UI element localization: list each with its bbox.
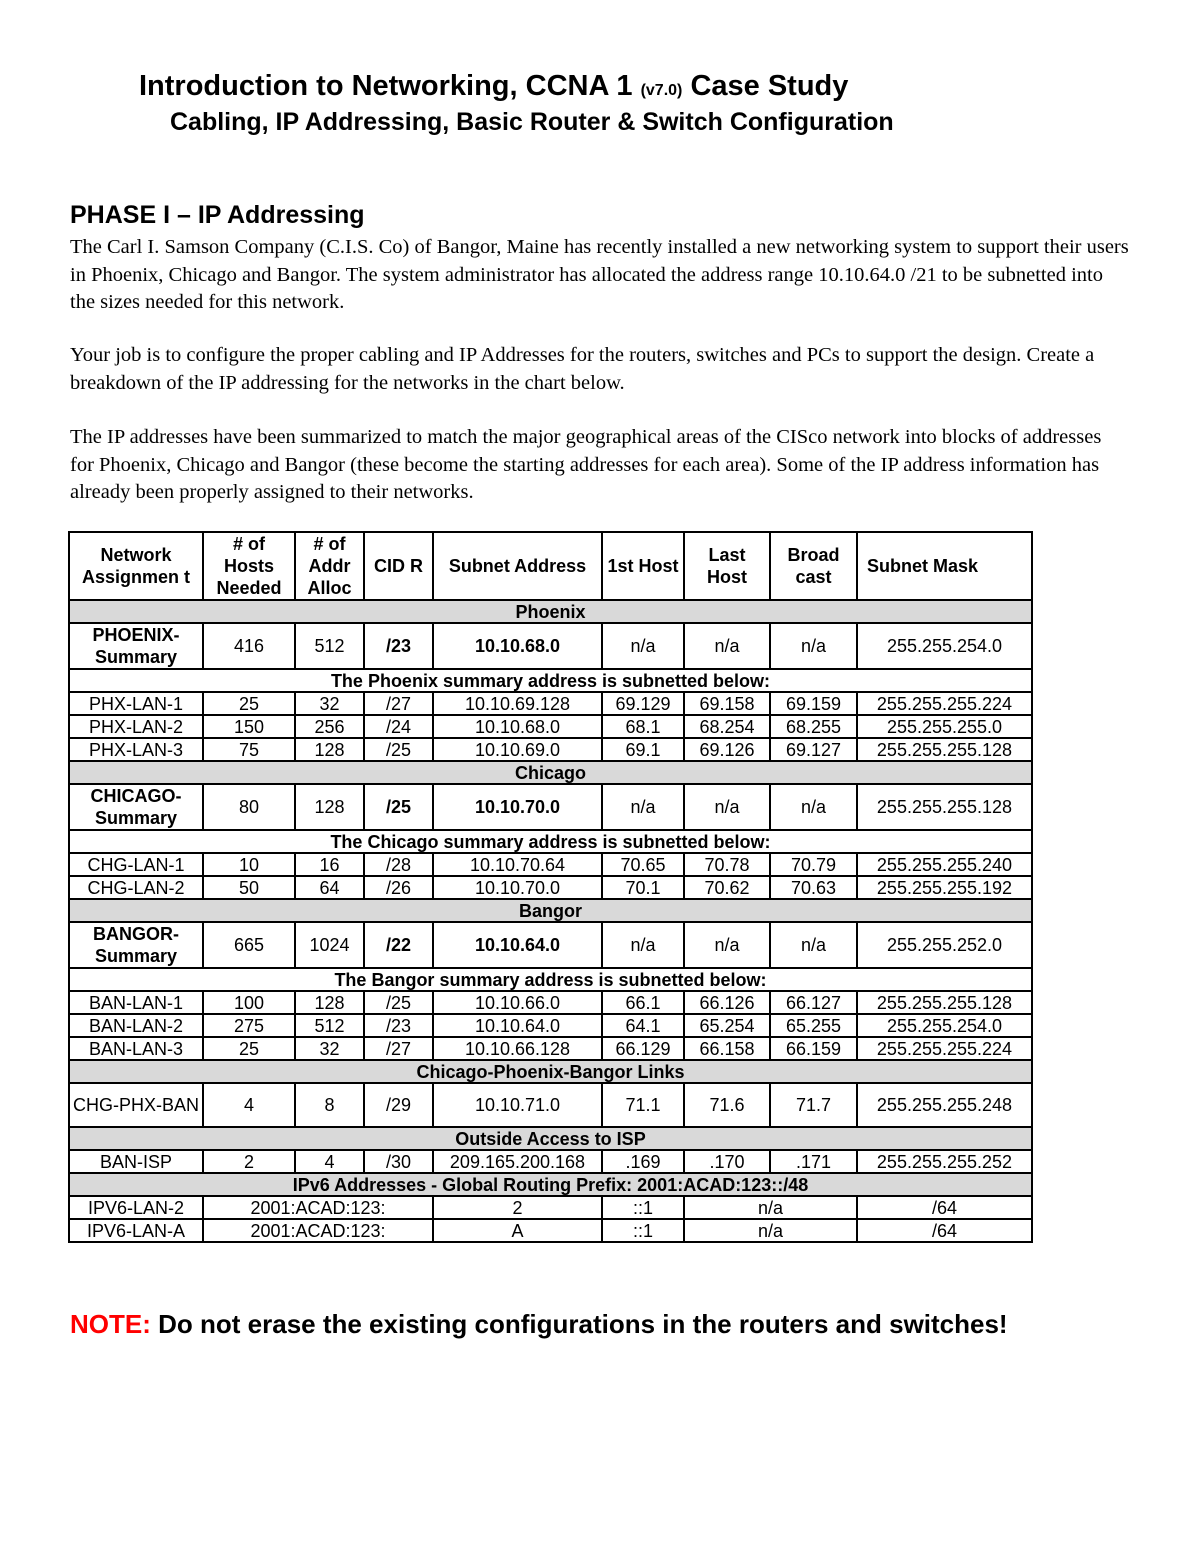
cell: 2 — [203, 1150, 295, 1173]
cell: ::1 — [602, 1219, 684, 1242]
header-cell: # of Hosts Needed — [203, 532, 295, 600]
summary-row-phoenix — [69, 623, 1032, 669]
section-label: Phoenix — [69, 600, 1032, 623]
cell: 10.10.69.128 — [433, 692, 602, 715]
cell: BAN-ISP — [69, 1150, 203, 1173]
cell: 68.255 — [770, 715, 857, 738]
addressing-table — [68, 531, 1033, 1243]
table-row — [69, 1037, 1032, 1060]
note-label: NOTE: — [70, 1309, 151, 1339]
cell: /27 — [364, 692, 433, 715]
cell: 71.7 — [770, 1083, 857, 1127]
title-end: Case Study — [690, 70, 849, 102]
cell: IPV6-LAN-A — [69, 1219, 203, 1242]
table-row — [69, 853, 1032, 876]
document-title — [139, 70, 848, 103]
cell: 75 — [203, 738, 295, 761]
cell: 416 — [203, 623, 295, 669]
cell: 68.254 — [684, 715, 770, 738]
cell: /25 — [364, 738, 433, 761]
cell: 512 — [295, 623, 364, 669]
cell: 32 — [295, 692, 364, 715]
cell: 2 — [433, 1196, 602, 1219]
cell: /24 — [364, 715, 433, 738]
cell: 65.254 — [684, 1014, 770, 1037]
phase-heading: PHASE I – IP Addressing — [70, 201, 365, 229]
cell: 80 — [203, 784, 295, 830]
cell: n/a — [770, 784, 857, 830]
summary-row-chicago — [69, 784, 1032, 830]
cell: n/a — [684, 784, 770, 830]
cell: 512 — [295, 1014, 364, 1037]
subnet-note: The Bangor summary address is subnetted below: — [69, 968, 1032, 991]
header-cell: Broad cast — [770, 532, 857, 600]
cell: /25 — [364, 784, 433, 830]
header-cell: Last Host — [684, 532, 770, 600]
note-row-chicago — [69, 830, 1032, 853]
cell: CHG-LAN-2 — [69, 876, 203, 899]
cell: 70.62 — [684, 876, 770, 899]
cell: .170 — [684, 1150, 770, 1173]
summary-paragraph: The IP addresses have been summarized to match the major geographical areas of the CISco network into blocks of addresses for Phoenix, Chicago and Bangor (these become the starting addresses for each area). Some of the IP address information has already been properly assigned to their networks. — [70, 426, 1102, 503]
task-paragraph: Your job is to configure the proper cabling and IP Addresses for the routers, switches and PCs to support the design. Create a breakdown of the IP addressing for the networks in the chart below. — [70, 344, 1095, 394]
cell: 10 — [203, 853, 295, 876]
cell: IPV6-LAN-2 — [69, 1196, 203, 1219]
note-text: Do not erase the existing configurations in the routers and switches! — [158, 1309, 1008, 1339]
cell: CHG-LAN-1 — [69, 853, 203, 876]
table-row — [69, 1219, 1032, 1242]
cell: 100 — [203, 991, 295, 1014]
section-label: Chicago-Phoenix-Bangor Links — [69, 1060, 1032, 1083]
cell: 255.255.255.252 — [857, 1150, 1032, 1173]
subnet-note: The Chicago summary address is subnetted below: — [69, 830, 1032, 853]
cell: 8 — [295, 1083, 364, 1127]
cell: 10.10.64.0 — [433, 922, 602, 968]
cell: 64.1 — [602, 1014, 684, 1037]
header-cell: Subnet Address — [433, 532, 602, 600]
cell: 10.10.66.128 — [433, 1037, 602, 1060]
cell: /23 — [364, 623, 433, 669]
cell: 10.10.71.0 — [433, 1083, 602, 1127]
cell: 665 — [203, 922, 295, 968]
section-row-ipv6 — [69, 1173, 1032, 1196]
cell: 71.6 — [684, 1083, 770, 1127]
document-subtitle: Cabling, IP Addressing, Basic Router & Switch Configuration — [170, 108, 894, 136]
cell: 255.255.255.248 — [857, 1083, 1032, 1127]
cell: 71.1 — [602, 1083, 684, 1127]
cell: 2001:ACAD:123: — [203, 1196, 433, 1219]
cell: /22 — [364, 922, 433, 968]
cell: .171 — [770, 1150, 857, 1173]
header-cell: Subnet Mask — [857, 532, 1032, 600]
cell: 10.10.70.0 — [433, 784, 602, 830]
cell: 66.127 — [770, 991, 857, 1014]
table-row — [69, 715, 1032, 738]
cell: BANGOR-Summary — [69, 922, 203, 968]
subnet-note: The Phoenix summary address is subnetted below: — [69, 669, 1032, 692]
cell: 4 — [203, 1083, 295, 1127]
cell: /30 — [364, 1150, 433, 1173]
header-cell: # of Addr Alloc — [295, 532, 364, 600]
table-row — [69, 991, 1032, 1014]
cell: n/a — [602, 623, 684, 669]
cell: 69.1 — [602, 738, 684, 761]
cell: n/a — [684, 1219, 857, 1242]
section-row-phoenix — [69, 600, 1032, 623]
section-row-isp — [69, 1127, 1032, 1150]
cell: BAN-LAN-2 — [69, 1014, 203, 1037]
cell: 150 — [203, 715, 295, 738]
title-version: (v7.0) — [640, 82, 683, 99]
header-cell: 1st Host — [602, 532, 684, 600]
cell: 69.129 — [602, 692, 684, 715]
cell: 255.255.255.240 — [857, 853, 1032, 876]
cell: 69.158 — [684, 692, 770, 715]
cell: 70.65 — [602, 853, 684, 876]
section-label: Bangor — [69, 899, 1032, 922]
cell: 10.10.66.0 — [433, 991, 602, 1014]
cell: CHICAGO-Summary — [69, 784, 203, 830]
cell: PHX-LAN-1 — [69, 692, 203, 715]
cell: /26 — [364, 876, 433, 899]
cell: 25 — [203, 1037, 295, 1060]
cell: 10.10.69.0 — [433, 738, 602, 761]
cell: 70.63 — [770, 876, 857, 899]
cell: 68.1 — [602, 715, 684, 738]
cell: 16 — [295, 853, 364, 876]
section-label: Outside Access to ISP — [69, 1127, 1032, 1150]
cell: 128 — [295, 738, 364, 761]
cell: 10.10.64.0 — [433, 1014, 602, 1037]
cell: .169 — [602, 1150, 684, 1173]
cell: PHX-LAN-2 — [69, 715, 203, 738]
cell: 10.10.68.0 — [433, 623, 602, 669]
cell: n/a — [770, 922, 857, 968]
cell: 255.255.255.192 — [857, 876, 1032, 899]
cell: 66.1 — [602, 991, 684, 1014]
cell: 209.165.200.168 — [433, 1150, 602, 1173]
cell: 69.127 — [770, 738, 857, 761]
cell: 65.255 — [770, 1014, 857, 1037]
cell: 69.126 — [684, 738, 770, 761]
table-header-row — [69, 532, 1032, 600]
table-row — [69, 738, 1032, 761]
title-main: Introduction to Networking, CCNA 1 — [139, 70, 633, 102]
table-row — [69, 1014, 1032, 1037]
cell: 255.255.255.128 — [857, 784, 1032, 830]
cell: BAN-LAN-3 — [69, 1037, 203, 1060]
cell: /64 — [857, 1196, 1032, 1219]
cell: 10.10.70.0 — [433, 876, 602, 899]
cell: BAN-LAN-1 — [69, 991, 203, 1014]
cell: 32 — [295, 1037, 364, 1060]
cell: ::1 — [602, 1196, 684, 1219]
note-row-phoenix — [69, 669, 1032, 692]
cell: 2001:ACAD:123: — [203, 1219, 433, 1242]
note-row-bangor — [69, 968, 1032, 991]
cell: n/a — [684, 922, 770, 968]
header-cell: CID R — [364, 532, 433, 600]
cell: 255.255.252.0 — [857, 922, 1032, 968]
cell: /29 — [364, 1083, 433, 1127]
cell: /27 — [364, 1037, 433, 1060]
cell: 275 — [203, 1014, 295, 1037]
cell: 10.10.68.0 — [433, 715, 602, 738]
cell: 66.159 — [770, 1037, 857, 1060]
cell: n/a — [602, 784, 684, 830]
cell: 255.255.255.128 — [857, 991, 1032, 1014]
cell: /64 — [857, 1219, 1032, 1242]
cell: A — [433, 1219, 602, 1242]
cell: 256 — [295, 715, 364, 738]
cell: 255.255.254.0 — [857, 1014, 1032, 1037]
cell: 128 — [295, 991, 364, 1014]
warning-note — [70, 1309, 1008, 1340]
cell: 70.78 — [684, 853, 770, 876]
table-row — [69, 1196, 1032, 1219]
intro-paragraph: The Carl I. Samson Company (C.I.S. Co) of Bangor, Maine has recently installed a new networking system to support their users in Phoenix, Chicago and Bangor. The system administrator has allocated the address range 10.10.64.0 /21 to be subnetted into the sizes needed for this network. — [70, 236, 1129, 313]
cell: 10.10.70.64 — [433, 853, 602, 876]
cell: 66.158 — [684, 1037, 770, 1060]
header-cell: Network Assignmen t — [69, 532, 203, 600]
cell: 70.79 — [770, 853, 857, 876]
cell: n/a — [684, 1196, 857, 1219]
cell: 255.255.255.224 — [857, 1037, 1032, 1060]
section-row-links — [69, 1060, 1032, 1083]
cell: 66.129 — [602, 1037, 684, 1060]
cell: n/a — [770, 623, 857, 669]
cell: 70.1 — [602, 876, 684, 899]
cell: /28 — [364, 853, 433, 876]
cell: 4 — [295, 1150, 364, 1173]
cell: 25 — [203, 692, 295, 715]
summary-row-bangor — [69, 922, 1032, 968]
cell: PHOENIX-Summary — [69, 623, 203, 669]
cell: /25 — [364, 991, 433, 1014]
section-row-bangor — [69, 899, 1032, 922]
cell: PHX-LAN-3 — [69, 738, 203, 761]
cell: 64 — [295, 876, 364, 899]
cell: 255.255.255.0 — [857, 715, 1032, 738]
cell: 66.126 — [684, 991, 770, 1014]
cell: n/a — [684, 623, 770, 669]
cell: 255.255.255.224 — [857, 692, 1032, 715]
cell: n/a — [602, 922, 684, 968]
section-row-chicago — [69, 761, 1032, 784]
cell: 255.255.254.0 — [857, 623, 1032, 669]
cell: 69.159 — [770, 692, 857, 715]
cell: 128 — [295, 784, 364, 830]
cell: 50 — [203, 876, 295, 899]
cell: 255.255.255.128 — [857, 738, 1032, 761]
table-row — [69, 876, 1032, 899]
table-row — [69, 1150, 1032, 1173]
cell: /23 — [364, 1014, 433, 1037]
cell: 1024 — [295, 922, 364, 968]
table-row — [69, 692, 1032, 715]
section-label: IPv6 Addresses - Global Routing Prefix: 2001:ACAD:123::/48 — [69, 1173, 1032, 1196]
cell: CHG-PHX-BAN — [69, 1083, 203, 1127]
table-row — [69, 1083, 1032, 1127]
section-label: Chicago — [69, 761, 1032, 784]
